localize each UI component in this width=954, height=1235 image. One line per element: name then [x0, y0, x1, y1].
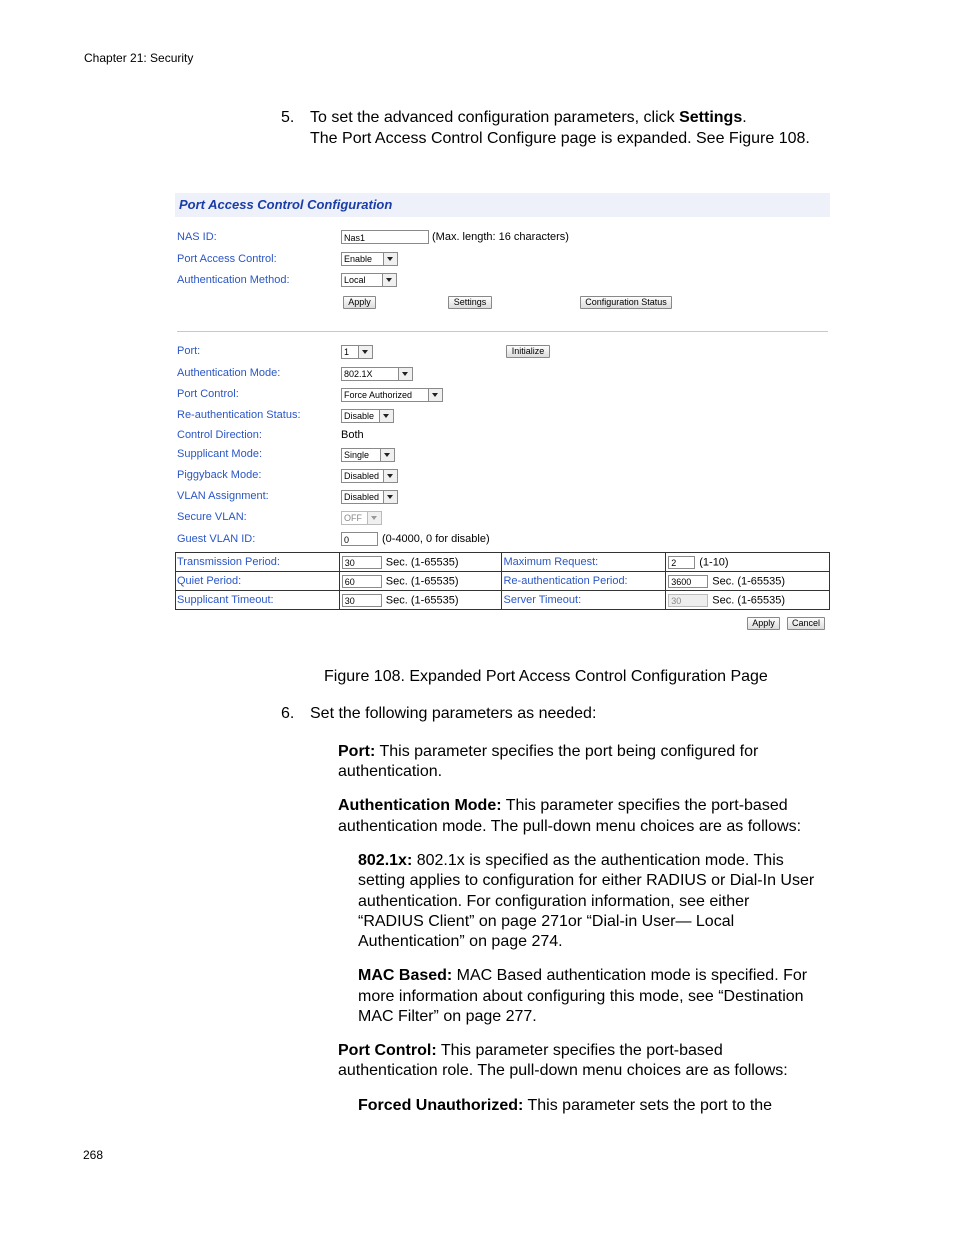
maximum-request-input[interactable]: 2	[668, 556, 695, 569]
port-param-line-1: Port: This parameter specifies the port being configured for	[338, 743, 759, 760]
control-direction-label: Control Direction:	[177, 429, 262, 441]
dot1x-line-2: setting applies to configuration for either RADIUS or Dial-In User	[358, 872, 815, 889]
reauth-status-select[interactable]: Disable	[341, 409, 394, 423]
chevron-down-icon	[428, 389, 442, 401]
supplicant-mode-label: Supplicant Mode:	[177, 448, 262, 460]
port-control-param-line-1: Port Control: This parameter specifies the port-based	[338, 1042, 723, 1059]
secure-vlan-select[interactable]: OFF	[341, 511, 382, 525]
dot1x-line-5: Authentication” on page 274.	[358, 933, 563, 950]
divider	[177, 331, 828, 332]
dot1x-line-1: 802.1x: 802.1x is specified as the authentication mode. This	[358, 852, 784, 869]
figure-caption: Figure 108. Expanded Port Access Control Configuration Page	[324, 668, 768, 685]
port-access-control-select[interactable]: Enable	[341, 252, 398, 266]
cancel-button[interactable]: Cancel	[787, 617, 825, 630]
initialize-button[interactable]: Initialize	[506, 345, 550, 358]
maximum-request-label: Maximum Request:	[502, 553, 666, 572]
transmission-period-cell: 30 Sec. (1-65535)	[339, 553, 502, 572]
dot1x-line-4: “RADIUS Client” on page 271or “Dial-in User— Local	[358, 913, 735, 930]
port-access-control-figure	[175, 193, 830, 633]
quiet-period-input[interactable]: 60	[342, 575, 382, 588]
dot1x-term: 802.1x:	[358, 852, 413, 869]
vlan-assignment-label: VLAN Assignment:	[177, 490, 269, 502]
server-timeout-input[interactable]: 30	[668, 594, 708, 607]
forced-unauthorized-line-1: Forced Unauthorized: This parameter sets the port to the	[358, 1097, 773, 1114]
reauth-status-label: Re-authentication Status:	[177, 409, 301, 421]
port-label: Port:	[177, 345, 201, 357]
auth-mode-param-line-2: authentication mode. The pull-down menu choices are as follows:	[338, 818, 802, 835]
chevron-down-icon	[383, 491, 397, 503]
timers-table	[175, 552, 830, 610]
table-row	[176, 553, 830, 572]
nas-id-hint: (Max. length: 16 characters)	[432, 231, 569, 243]
reauth-period-cell: 3600 Sec. (1-65535)	[666, 572, 830, 591]
auth-mode-label: Authentication Mode:	[177, 367, 281, 379]
server-timeout-label: Server Timeout:	[502, 591, 666, 610]
running-header: Chapter 21: Security	[84, 51, 194, 65]
supplicant-mode-select[interactable]: Single	[341, 448, 395, 462]
server-timeout-cell: 30 Sec. (1-65535)	[666, 591, 830, 610]
chevron-down-icon	[382, 274, 396, 286]
mac-based-line-1: MAC Based: MAC Based authentication mode is specified. For	[358, 967, 808, 984]
settings-term: Settings	[679, 109, 743, 126]
maximum-request-cell: 2 (1-10)	[666, 553, 830, 572]
supplicant-timeout-input[interactable]: 30	[342, 594, 382, 607]
chevron-down-icon	[367, 512, 381, 524]
step-6-number: 6.	[281, 705, 295, 722]
port-control-label: Port Control:	[177, 388, 239, 400]
mac-based-line-2: more information about configuring this mode, see “Destination	[358, 988, 804, 1005]
configuration-status-button[interactable]: Configuration Status	[580, 296, 672, 309]
port-access-control-label: Port Access Control:	[177, 253, 277, 265]
transmission-period-input[interactable]: 30	[342, 556, 382, 569]
auth-mode-term: Authentication Mode:	[338, 797, 502, 814]
port-param-line-2: authentication.	[338, 763, 443, 780]
chevron-down-icon	[398, 368, 412, 380]
step-5-line-1: To set the advanced configuration parameters, click Settings.	[310, 109, 747, 126]
quiet-period-cell: 60 Sec. (1-65535)	[339, 572, 502, 591]
port-control-param-line-2: authentication role. The pull-down menu choices are as follows:	[338, 1062, 788, 1079]
auth-mode-select[interactable]: 802.1X	[341, 367, 413, 381]
piggyback-mode-label: Piggyback Mode:	[177, 469, 262, 481]
apply-button[interactable]: Apply	[343, 296, 376, 309]
port-control-select[interactable]: Force Authorized	[341, 388, 443, 402]
vlan-assignment-select[interactable]: Disabled	[341, 490, 398, 504]
reauth-period-label: Re-authentication Period:	[502, 572, 666, 591]
quiet-period-label: Quiet Period:	[176, 572, 340, 591]
auth-mode-param-line-1: Authentication Mode: This parameter specifies the port-based	[338, 797, 788, 814]
bottom-apply-button[interactable]: Apply	[747, 617, 780, 630]
step-6-text: Set the following parameters as needed:	[310, 705, 597, 722]
chevron-down-icon	[379, 410, 393, 422]
supplicant-timeout-cell: 30 Sec. (1-65535)	[339, 591, 502, 610]
reauth-period-input[interactable]: 3600	[668, 575, 708, 588]
nas-id-input[interactable]: Nas1	[341, 230, 429, 244]
guest-vlan-input[interactable]: 0	[341, 532, 378, 546]
dot1x-line-3: authentication. For configuration information, see either	[358, 893, 750, 910]
auth-method-label: Authentication Method:	[177, 274, 290, 286]
table-row	[176, 591, 830, 610]
port-control-term: Port Control:	[338, 1042, 437, 1059]
port-term: Port:	[338, 743, 376, 760]
page-number: 268	[83, 1148, 104, 1162]
step-5-line-2: The Port Access Control Configure page is expanded. See Figure 108.	[310, 130, 810, 147]
mac-based-term: MAC Based:	[358, 967, 453, 984]
guest-vlan-hint: (0-4000, 0 for disable)	[382, 533, 490, 545]
mac-based-line-3: MAC Filter” on page 277.	[358, 1008, 537, 1025]
supplicant-timeout-label: Supplicant Timeout:	[176, 591, 340, 610]
figure-title: Port Access Control Configuration	[175, 193, 830, 217]
chevron-down-icon	[380, 449, 394, 461]
forced-unauthorized-term: Forced Unauthorized:	[358, 1097, 524, 1114]
port-select[interactable]: 1	[341, 345, 373, 359]
chevron-down-icon	[383, 470, 397, 482]
table-row	[176, 572, 830, 591]
nas-id-label: NAS ID:	[177, 231, 217, 243]
piggyback-mode-select[interactable]: Disabled	[341, 469, 398, 483]
secure-vlan-label: Secure VLAN:	[177, 511, 247, 523]
step-5-number: 5.	[281, 109, 295, 126]
control-direction-value: Both	[341, 429, 364, 441]
guest-vlan-label: Guest VLAN ID:	[177, 533, 256, 545]
transmission-period-label: Transmission Period:	[176, 553, 340, 572]
auth-method-select[interactable]: Local	[341, 273, 397, 287]
chevron-down-icon	[358, 346, 372, 358]
settings-button[interactable]: Settings	[448, 296, 492, 309]
chevron-down-icon	[383, 253, 397, 265]
